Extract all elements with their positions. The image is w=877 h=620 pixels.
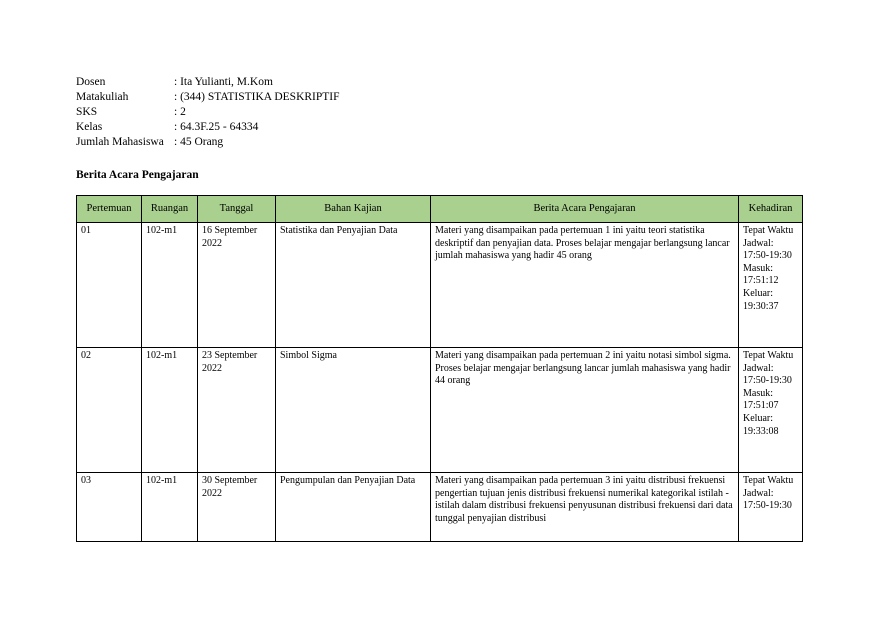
cell-kehadiran: Tepat Waktu Jadwal: 17:50-19:30 Masuk: 17:51:07 Keluar: 19:33:08 [739, 348, 803, 473]
kelas-value: : 64.3F.25 - 64334 [174, 121, 259, 133]
cell-berita-acara: Materi yang disampaikan pada pertemuan 1 ini yaitu teori statistika deskriptif dan penyajian data. Proses belajar mengajar berlangsung lancar jumlah mahasiswa yang hadir 45 orang [431, 223, 739, 348]
matakuliah-row [76, 90, 340, 105]
cell-kehadiran: Tepat Waktu Jadwal: 17:50-19:30 Masuk: 17:51:12 Keluar: 19:30:37 [739, 223, 803, 348]
table-row [77, 348, 803, 473]
kelas-row [76, 120, 340, 135]
kelas-label: Kelas [76, 121, 103, 133]
table-row [77, 473, 803, 542]
cell-berita-acara: Materi yang disampaikan pada pertemuan 2 ini yaitu notasi simbol sigma. Proses belajar mengajar berlangsung lancar jumlah mahasiswa yang hadir 44 orang [431, 348, 739, 473]
section-title: Berita Acara Pengajaran [76, 169, 199, 181]
cell-bahan-kajian: Pengumpulan dan Penyajian Data [276, 473, 431, 542]
header-berita-acara: Berita Acara Pengajaran [431, 196, 739, 223]
cell-bahan-kajian: Simbol Sigma [276, 348, 431, 473]
course-info [76, 75, 340, 150]
cell-pertemuan: 02 [77, 348, 142, 473]
cell-ruangan: 102-m1 [142, 348, 198, 473]
matakuliah-label: Matakuliah [76, 91, 129, 103]
cell-pertemuan: 01 [77, 223, 142, 348]
cell-pertemuan: 03 [77, 473, 142, 542]
header-kehadiran: Kehadiran [739, 196, 803, 223]
cell-bahan-kajian: Statistika dan Penyajian Data [276, 223, 431, 348]
dosen-row [76, 75, 340, 90]
header-tanggal: Tanggal [198, 196, 276, 223]
sks-value: : 2 [174, 106, 186, 118]
sks-label: SKS [76, 106, 98, 118]
cell-ruangan: 102-m1 [142, 223, 198, 348]
table-row [77, 223, 803, 348]
header-ruangan: Ruangan [142, 196, 198, 223]
cell-tanggal: 23 September 2022 [198, 348, 276, 473]
dosen-label: Dosen [76, 76, 106, 88]
jumlah-mahasiswa-label: Jumlah Mahasiswa [76, 136, 164, 148]
jumlah-mahasiswa-row [76, 135, 340, 150]
dosen-value: : Ita Yulianti, M.Kom [174, 76, 273, 88]
cell-berita-acara: Materi yang disampaikan pada pertemuan 3 ini yaitu distribusi frekuensi pengertian tujuan jenis distribusi frekuensi numerikal kategorikal istilah -istilah dalam distribusi frekuensi penyusunan distribusi frekuensi dari data tunggal penyajian distribusi [431, 473, 739, 542]
cell-tanggal: 30 September 2022 [198, 473, 276, 542]
cell-kehadiran: Tepat Waktu Jadwal: 17:50-19:30 [739, 473, 803, 542]
header-bahan-kajian: Bahan Kajian [276, 196, 431, 223]
sks-row [76, 105, 340, 120]
header-pertemuan: Pertemuan [77, 196, 142, 223]
matakuliah-value: : (344) STATISTIKA DESKRIPTIF [174, 91, 340, 103]
cell-tanggal: 16 September 2022 [198, 223, 276, 348]
jumlah-mahasiswa-value: : 45 Orang [174, 136, 224, 148]
cell-ruangan: 102-m1 [142, 473, 198, 542]
table-header-row [77, 196, 803, 223]
berita-acara-table [76, 195, 803, 542]
